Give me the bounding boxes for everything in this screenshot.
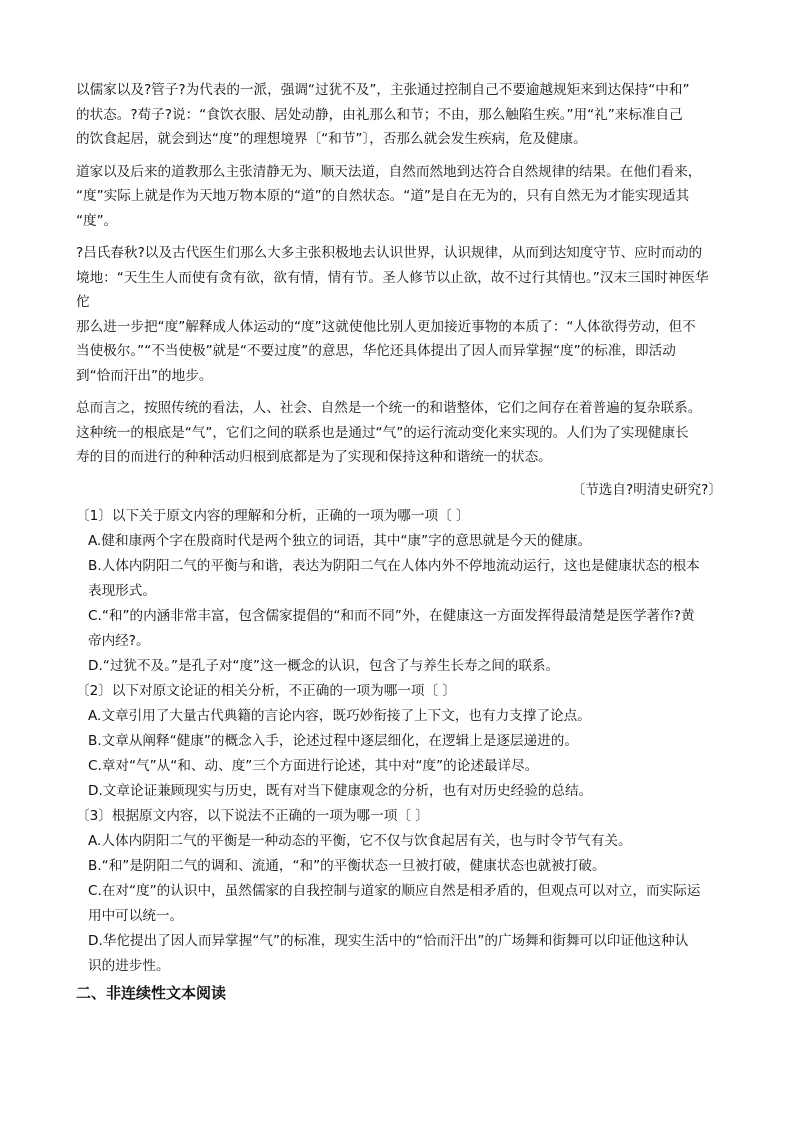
option-c-continuation: 用中可以统一。 <box>88 908 184 924</box>
option-d: D.文章论证兼顾现实与历史，既有对当下健康观念的分析，也有对历史经验的总结。 <box>88 783 593 799</box>
option-a: A.人体内阴阳二气的平衡是一种动态的平衡，它不仅与饮食起居有关，也与时令节气有关。 <box>88 833 632 849</box>
passage-line: 的状态。?荀子?说：“食饮衣服、居处动静，由礼那么和节；不由，那么触陷生疾。”用“礼”来标准自己 <box>76 106 683 123</box>
question-1 <box>76 504 722 679</box>
passage-line: 这种统一的根底是“气”，它们之间的联系也是通过“气”的运行流动变化来实现的。人们为了实现健康长 <box>76 424 689 441</box>
passage-line: 以儒家以及?管子?为代表的一派，强调“过犹不及”，主张通过控制自己不要逾越规矩来到达保持“中和” <box>76 82 690 98</box>
passage-line: 道家以及后来的道教那么主张清静无为、顺天法道，自然而然地到达符合自然规律的结果。在他们看来， <box>76 163 702 180</box>
passage-paragraph-2 <box>76 160 722 234</box>
passage-paragraph-3 <box>76 241 722 388</box>
source-citation: 〔节选自?明清史研究?〕 <box>571 481 722 498</box>
option-d: D.“过犹不及。”是孔子对“度”这一概念的认识，包含了与养生长寿之间的联系。 <box>88 658 560 674</box>
option-a: A.文章引用了大量古代典籍的言论内容，既巧妙衔接了上下文，也有力支撑了论点。 <box>88 708 591 724</box>
passage-line: 寿的目的而进行的种种活动归根到底都是为了实现和保持这种和谐统一的状态。 <box>76 449 552 465</box>
passage-line: 到“恰而汗出”的地步。 <box>76 367 213 384</box>
passage-paragraph-4 <box>76 396 722 470</box>
option-b: B.“和”是阴阳二气的调和、流通，“和”的平衡状态一旦被打破，健康状态也就被打破。 <box>88 858 606 874</box>
document-content <box>76 78 722 1007</box>
question-2 <box>76 679 722 804</box>
option-b-continuation: 表现形式。 <box>88 583 156 599</box>
option-d: D.华佗提出了因人而异掌握“气”的标准，现实生活中的“恰而汗出”的广场舞和街舞可以印证他这种认 <box>88 933 689 949</box>
option-c: C.章对“气”从“和、动、度”三个方面进行论述，其中对“度”的论述最详尽。 <box>88 758 539 774</box>
passage-line: 境地：“天生生人而使有贪有欲，欲有情，情有节。圣人修节以止欲，故不过行其情也。”汉末三国时神医华佗 <box>76 269 709 310</box>
passage-line: 当使极尔。”“不当使极”就是“不要过度”的意思，华佗还具体提出了因人而异掌握“度”的标准，即活动 <box>76 343 676 359</box>
passage-paragraph-1 <box>76 78 722 152</box>
question-stem: 〔3〕根据原文内容，以下说法不正确的一项为哪一项〔 〕 <box>76 808 429 824</box>
passage-line: 那么进一步把“度”解释成人体运动的“度”这就使他比别人更加接近事物的本质了：“人体欲得劳动，但不 <box>76 318 696 335</box>
section-title: 二、非连续性文本阅读 <box>76 984 227 1002</box>
passage-line: ?吕氏春秋?以及古代医生们那么大多主张积极地去认识世界，认识规律，从而到达知度守节、应时而动的 <box>76 245 703 261</box>
option-c: C.“和”的内涵非常丰富，包含儒家提倡的“和而不同”外，在健康这一方面发挥得最清楚是医学著作?黄 <box>88 608 695 624</box>
option-d-continuation: 识的进步性。 <box>88 958 170 974</box>
passage-line: “度”。 <box>76 212 118 229</box>
option-c-continuation: 帝内经?。 <box>88 633 150 649</box>
question-stem: 〔1〕以下关于原文内容的理解和分析，正确的一项为哪一项〔 〕 <box>76 508 470 524</box>
passage-line: 总而言之，按照传统的看法，人、社会、自然是一个统一的和谐整体，它们之间存在着普遍的复杂联系。 <box>76 400 702 416</box>
question-3 <box>76 804 722 979</box>
passage-line: 的饮食起居，就会到达“度”的理想境界〔“和节”〕，否那么就会发生疾病，危及健康。 <box>76 131 587 147</box>
option-b: B.文章从阐释“健康”的概念入手，论述过程中逐层细化，在逻辑上是逐层递进的。 <box>88 733 578 749</box>
option-c: C.在对“度”的认识中，虽然儒家的自我控制与道家的顺应自然是相矛盾的，但观点可以对立，而实际运 <box>88 883 701 899</box>
option-b: B.人体内阴阳二气的平衡与和谐，表达为阴阳二气在人体内外不停地流动运行，这也是健康状态的根本 <box>88 558 700 574</box>
option-a: A.健和康两个字在殷商时代是两个独立的词语，其中“康”字的意思就是今天的健康。 <box>88 533 592 549</box>
question-stem: 〔2〕以下对原文论证的相关分析，不正确的一项为哪一项〔 〕 <box>76 683 456 699</box>
passage-line: “度”实际上就是作为天地万物本原的“道”的自然状态。“道”是自在无为的，只有自然无为才能实现适其 <box>76 188 690 204</box>
